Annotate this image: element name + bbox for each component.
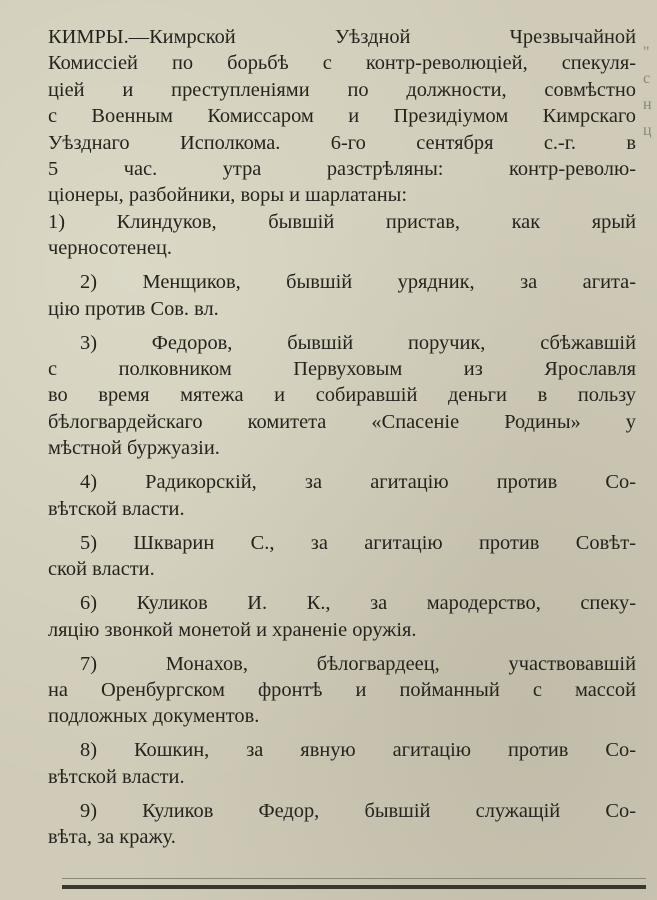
item-line: вѣта, за кражу. [48,826,176,849]
item-line: 8) Кошкин, за явную агитацiю против Со- [80,739,636,762]
item-line: на Оренбургском фронтѣ и пойманный с массой [48,678,636,701]
list-item [48,530,636,583]
item-line: черносотенец. [48,237,173,260]
item-line: 2) Менщиков, бывшiй урядник, за агита- [80,271,636,294]
intro-line: 5 час. утра разстрѣляны: контр-револю- [48,158,636,181]
list-item [48,209,636,262]
item-line: 5) Шкварин С., за агитацiю против Совѣт- [80,531,636,554]
item-line: ляцiю звонкой монетой и храненiе оружiя. [48,618,417,641]
edge-glyph: ц [643,122,652,139]
adjacent-column-fragment [643,40,657,144]
list-item [48,798,636,851]
intro-line: Уѣзднаго Исполкома. 6-го сентября с.-г. в [48,131,636,154]
item-line: вѣтской власти. [48,497,185,520]
item-line: подложных документов. [48,705,260,728]
item-line: мѣстной буржуазiи. [48,437,220,460]
item-line: 4) Радикорскiй, за агитацiю против Со- [80,471,636,494]
item-line: 3) Федоров, бывшiй поручик, сбѣжавшiй [80,331,636,354]
list-item [48,269,636,322]
item-line: вѣтской власти. [48,765,185,788]
intro-paragraph [48,24,636,209]
list-item [48,469,636,522]
article-column [48,24,636,851]
list-item [48,651,636,730]
item-line: цiю против Сов. вл. [48,297,219,320]
edge-glyph: н [643,96,652,113]
item-line: 7) Монахов, бѣлогвардеец, участвовавшiй [80,652,636,675]
item-line: с полковником Первуховым из Ярославля [48,358,636,381]
item-line: 6) Куликов И. К., за мародерство, спеку- [80,592,636,615]
list-item [48,330,636,462]
edge-glyph: " [643,44,650,61]
item-line: 1) Клиндуков, бывшiй пристав, как ярый [48,210,636,233]
item-line: ской власти. [48,558,155,581]
list-item [48,590,636,643]
column-divider [62,885,646,889]
item-line: во время мятежа и собиравшiй деньги в пользу [48,384,636,407]
intro-line: Комиссiей по борьбѣ с контр-революцiей, спекуля- [48,52,636,75]
column-divider-thin [62,878,646,879]
edge-glyph: с [643,70,651,87]
intro-line: КИМРЫ.—Кимрской Уѣздной Чрезвычайной [48,26,636,48]
intro-line: цiонеры, разбойники, воры и шарлатаны: [48,184,407,207]
item-line: 9) Куликов Федор, бывшiй служащiй Со- [80,799,636,822]
intro-line: с Военным Комиссаром и Президiумом Кимрскаго [48,105,636,128]
list-item [48,737,636,790]
item-line: бѣлогвардейскаго комитета «Спасенiе Родины» у [48,410,636,433]
intro-line: цiей и преступленiями по должности, совмѣстно [48,78,636,101]
